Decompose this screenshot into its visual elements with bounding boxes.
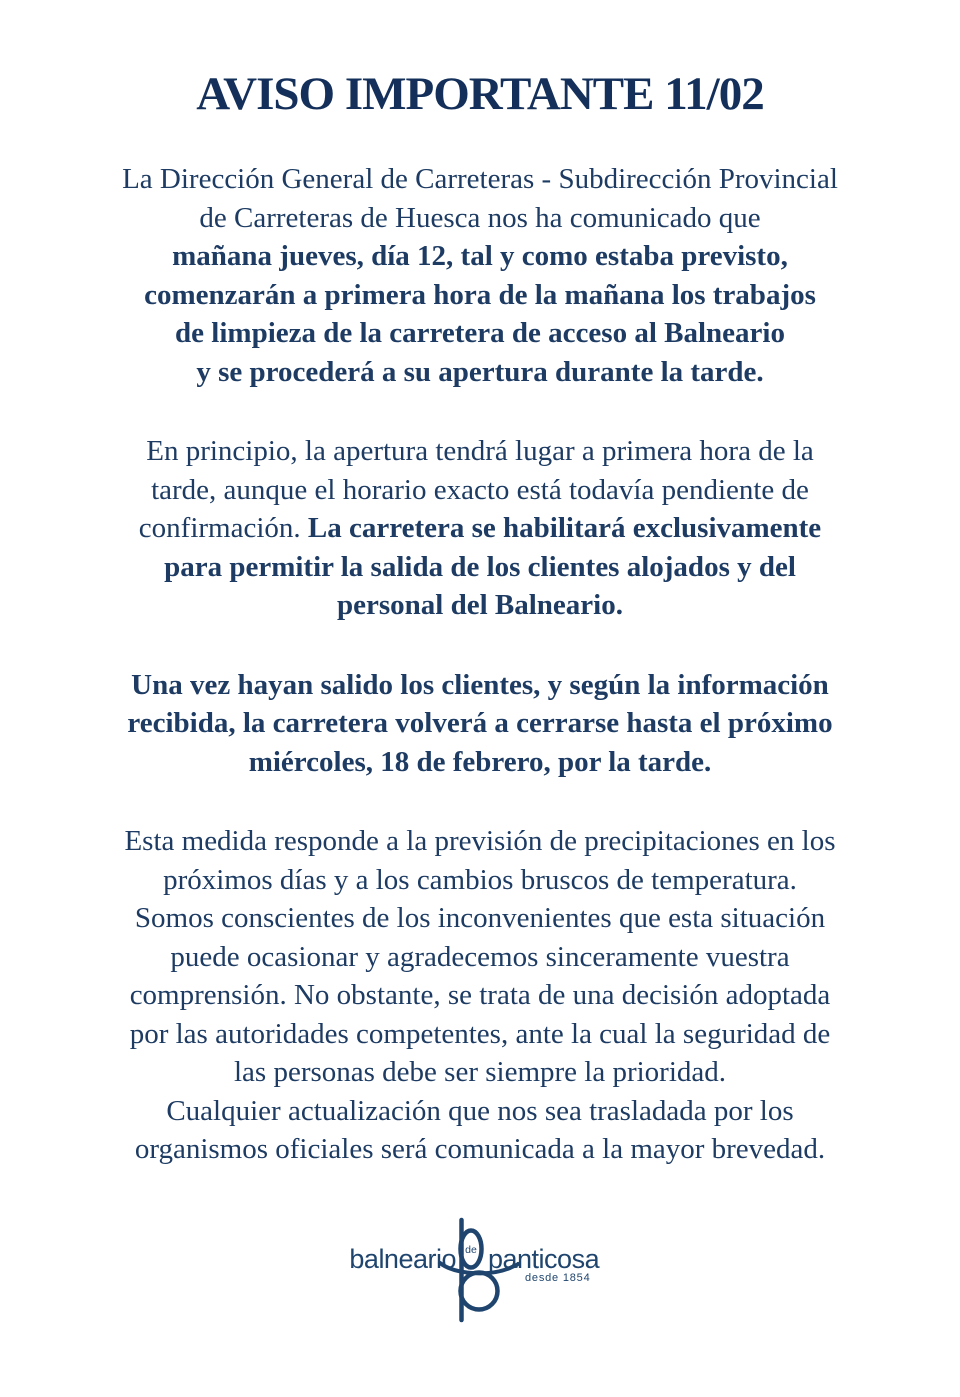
paragraph [30,666,930,782]
text-run: Una vez hayan salido los clientes, y según la información [131,668,829,701]
text-run: próximos días y a los cambios bruscos de temperatura. [163,863,797,896]
text-run: las personas debe ser siempre la prioridad. [233,1056,727,1088]
text-run: recibida, la carretera volverá a cerrarse hasta el próximo [127,707,833,739]
paragraph [30,160,930,391]
text-run: y se procederá a su apertura durante la tarde. [196,355,764,388]
notice-body [30,160,930,1169]
text-run: comprensión. No obstante, se trata de una decisión adoptada [129,979,831,1011]
page-title: AVISO IMPORTANTE 11/02 [196,68,764,120]
text-run: La Dirección General de Carreteras - Subdirección Provincial [122,163,838,195]
text-run: de limpieza de la carretera de acceso al Balneario [175,317,785,349]
logo-word-balneario: balneario [349,1243,456,1274]
text-run: personal del Balneario. [337,589,623,621]
logo-word-panticosa: panticosa [488,1243,600,1274]
paragraph [30,822,930,1169]
text-run: miércoles, 18 de febrero, por la tarde. [248,745,712,778]
text-run: para permitir la salida de los clientes alojados y del [164,550,796,583]
text-run: puede ocasionar y agradecemos sinceramente vuestra [170,940,790,973]
balneario-panticosa-logo [312,1210,612,1330]
text-run: organismos oficiales será comunicada a la mayor brevedad. [134,1133,826,1165]
text-run: Cualquier actualización que nos sea trasladada por los [166,1094,794,1127]
paragraph [30,432,930,625]
text-run: de Carreteras de Huesca nos ha comunicado que [199,201,761,234]
logo-p-bowl [461,1272,498,1309]
logo [0,1210,960,1330]
text-run: Somos conscientes de los inconvenientes que esta situación [134,902,826,934]
text-run: por las autoridades competentes, ante la cual la seguridad de [129,1017,831,1050]
text-run: mañana jueves, día 12, tal y como estaba previsto, [172,240,788,272]
logo-word-de: de [465,1243,477,1256]
text-run: La carretera se habilitará exclusivamente [307,512,822,544]
text-run: En principio, la apertura tendrá lugar a primera hora de la [146,435,814,467]
text-run: comenzarán a primera hora de la mañana los trabajos [144,278,816,311]
text-run: tarde, aunque el horario exacto está todavía pendiente de [151,473,809,506]
text-run: confirmación. [138,512,308,544]
logo-tagline: desde 1854 [525,1271,591,1284]
text-run: Esta medida responde a la previsión de precipitaciones en los [124,825,836,857]
